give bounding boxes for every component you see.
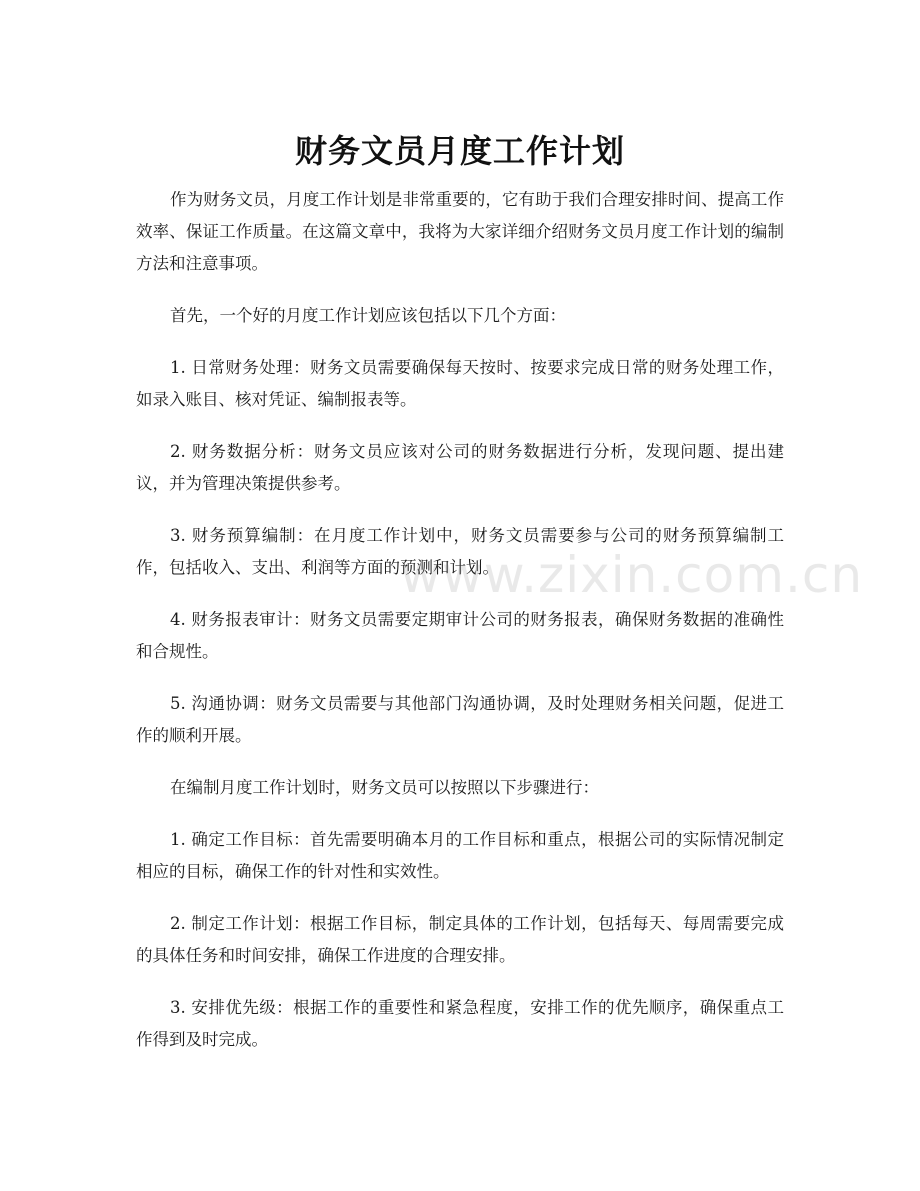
list-item-set-goals: 1. 确定工作目标：首先需要明确本月的工作目标和重点，根据公司的实际情况制定相应的目标，确保工作的针对性和实效性。 [136,830,784,881]
list-item-audit: 4. 财务报表审计：财务文员需要定期审计公司的财务报表，确保财务数据的准确性和合规性。 [136,610,784,661]
paragraph-intro: 作为财务文员，月度工作计划是非常重要的，它有助于我们合理安排时间、提高工作效率、保证工作质量。在这篇文章中，我将为大家详细介绍财务文员月度工作计划的编制方法和注意事项。 [136,190,784,273]
list-item-communication: 5. 沟通协调：财务文员需要与其他部门沟通协调，及时处理财务相关问题，促进工作的顺利开展。 [136,694,784,745]
paragraph-steps-intro: 在编制月度工作计划时，财务文员可以按照以下步骤进行： [170,778,599,797]
paragraph-aspects-intro: 首先，一个好的月度工作计划应该包括以下几个方面： [170,306,566,325]
list-item-daily-processing: 1. 日常财务处理：财务文员需要确保每天按时、按要求完成日常的财务处理工作，如录入账目、核对凭证、编制报表等。 [136,358,784,409]
list-item-make-plan: 2. 制定工作计划：根据工作目标，制定具体的工作计划，包括每天、每周需要完成的具体任务和时间安排，确保工作进度的合理安排。 [136,914,784,965]
page-title: 财务文员月度工作计划 [294,132,625,171]
watermark: www.zixin.com.cn [400,546,864,604]
list-item-data-analysis: 2. 财务数据分析：财务文员应该对公司的财务数据进行分析，发现问题、提出建议，并为管理决策提供参考。 [136,442,784,493]
document-body [136,184,784,1076]
list-item-priorities: 3. 安排优先级：根据工作的重要性和紧急程度，安排工作的优先顺序，确保重点工作得到及时完成。 [136,998,784,1049]
list-item-budget: 3. 财务预算编制：在月度工作计划中，财务文员需要参与公司的财务预算编制工作，包括收入、支出、利润等方面的预测和计划。 [136,526,784,577]
